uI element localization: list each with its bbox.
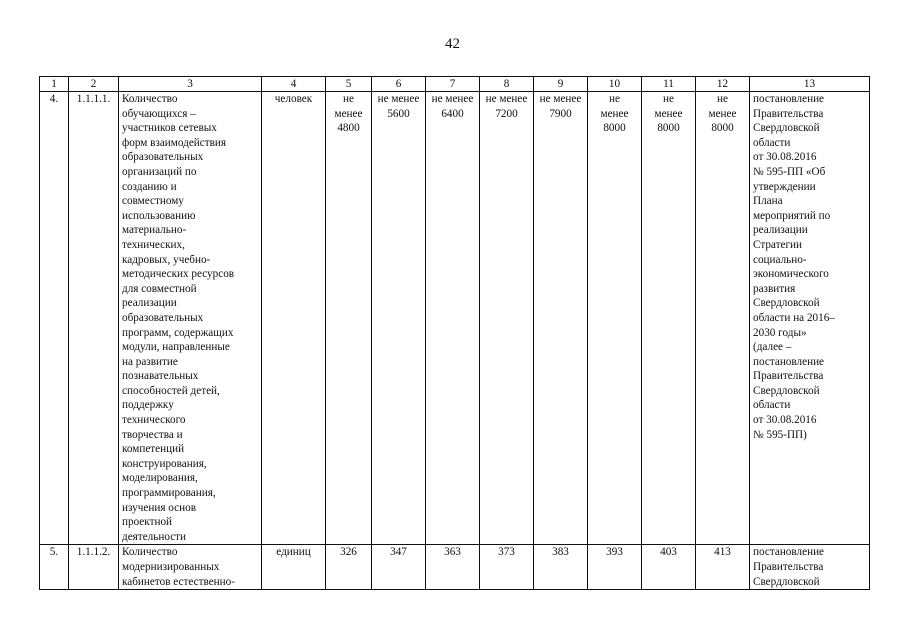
value-cell: не менее 6400 <box>426 92 480 545</box>
source-document: постановление Правительства Свердловской области от 30.08.2016 № 595-ПП «Об утверждении Плана мероприятий по реализации Стратегии социально- экономического развития Свердловской области на 2016– 2030 годы» (далее – постановление Правительства Свердловской области от 30.08.2016 № 595-ПП) <box>750 92 870 545</box>
column-header: 1 <box>40 77 69 92</box>
column-header: 8 <box>480 77 534 92</box>
column-header: 4 <box>262 77 326 92</box>
indicators-table <box>39 76 870 590</box>
column-header: 12 <box>696 77 750 92</box>
value-cell: не менее 7900 <box>534 92 588 545</box>
value-cell: не менее 8000 <box>696 92 750 545</box>
column-header: 6 <box>372 77 426 92</box>
value-cell: не менее 5600 <box>372 92 426 545</box>
value-cell: 363 <box>426 545 480 590</box>
value-cell: не менее 8000 <box>642 92 696 545</box>
table-header-row <box>40 77 870 92</box>
page-number: 42 <box>445 36 460 52</box>
row-number: 5. <box>40 545 69 590</box>
column-header: 9 <box>534 77 588 92</box>
unit-of-measure: человек <box>262 92 326 545</box>
column-header: 5 <box>326 77 372 92</box>
value-cell: 326 <box>326 545 372 590</box>
source-document: постановление Правительства Свердловской <box>750 545 870 590</box>
indicator-name: Количество обучающихся – участников сетевых форм взаимодействия образовательных организаций по созданию и совместному использованию материально- технических, кадровых, учебно- методических ресурсов для совместной реализации образовательных программ, содержащих модули, направленные на развитие познавательных способностей детей, поддержку технического творчества и компетенций конструирования, моделирования, программирования, изучения основ проектной деятельности <box>119 92 262 545</box>
row-code: 1.1.1.2. <box>69 545 119 590</box>
indicator-name: Количество модернизированных кабинетов естественно- <box>119 545 262 590</box>
value-cell: 347 <box>372 545 426 590</box>
table-row <box>40 92 870 545</box>
value-cell: 383 <box>534 545 588 590</box>
row-number: 4. <box>40 92 69 545</box>
value-cell: 373 <box>480 545 534 590</box>
column-header: 3 <box>119 77 262 92</box>
value-cell: не менее 7200 <box>480 92 534 545</box>
table-row <box>40 545 870 590</box>
column-header: 7 <box>426 77 480 92</box>
value-cell: 413 <box>696 545 750 590</box>
value-cell: 403 <box>642 545 696 590</box>
column-header: 11 <box>642 77 696 92</box>
column-header: 13 <box>750 77 870 92</box>
value-cell: не менее 8000 <box>588 92 642 545</box>
column-header: 2 <box>69 77 119 92</box>
column-header: 10 <box>588 77 642 92</box>
unit-of-measure: единиц <box>262 545 326 590</box>
row-code: 1.1.1.1. <box>69 92 119 545</box>
value-cell: 393 <box>588 545 642 590</box>
value-cell: не менее 4800 <box>326 92 372 545</box>
